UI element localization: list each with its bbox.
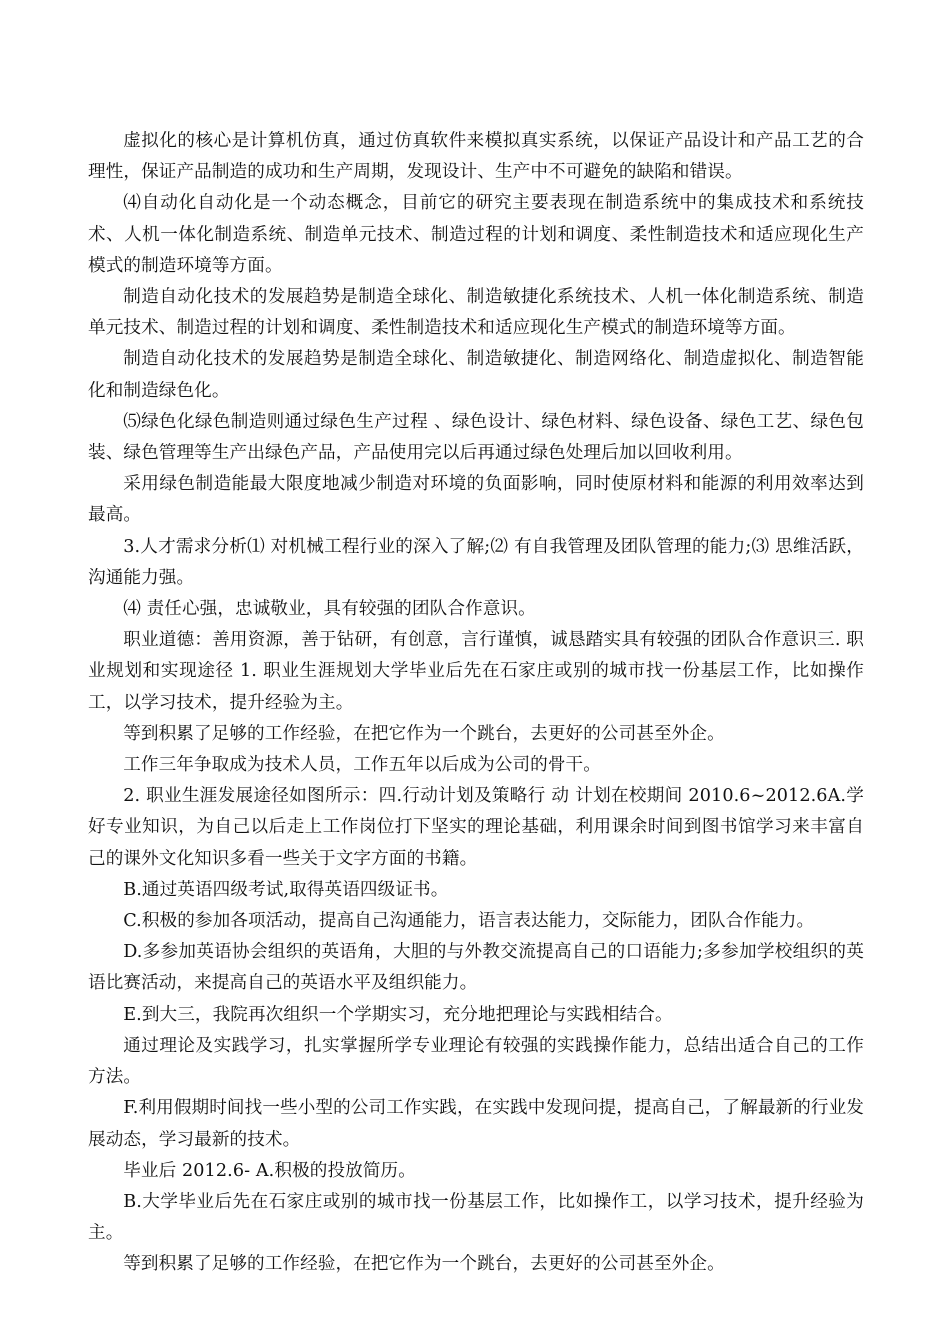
paragraph-item-e: E.到大三，我院再次组织一个学期实习，充分地把理论与实践相结合。 — [123, 1004, 673, 1025]
paragraph-automation-trend-2: 制造自动化技术的发展趋势是制造全球化、制造敏捷化、制造网络化、制造虚拟化、制造智能化和制造绿色化。 — [88, 349, 864, 401]
paragraph-responsibility: ⑷ 责任心强，忠诚敬业，具有较强的团队合作意识。 — [123, 599, 536, 620]
paragraph-green-manufacturing: ⑸绿色化绿色制造则通过绿色生产过程 、绿色设计、绿色材料、绿色设备、绿色工艺、绿色包装、绿色管理等生产出绿色产品，产品使用完以后再通过绿色处理后加以回收利用。 — [88, 411, 864, 464]
paragraph-automation: ⑷自动化自动化是一个动态概念，目前它的研究主要表现在制造系统中的集成技术和系统技术、人机一体化制造系统、制造单元技术、制造过程的计划和调度、柔性制造技术和适应现化生产模式的制造环境等方面。 — [88, 193, 864, 276]
paragraph-professional-ethics: 职业道德：善用资源，善于钻研，有创意，言行谨慎，诚恳踏实具有较强的团队合作意识三. 职业规划和实现途径 1. 职业生涯规划大学毕业后先在石家庄或别的城市找一份基层工作，比如操作工，以学习技术，提升经验为主。 — [88, 630, 864, 713]
paragraph-experience-2: 等到积累了足够的工作经验，在把它作为一个跳台，去更好的公司甚至外企。 — [123, 1254, 725, 1275]
document-body — [88, 126, 864, 1281]
paragraph-item-b: B.通过英语四级考试,取得英语四级证书。 — [123, 879, 449, 900]
paragraph-experience-1: 等到积累了足够的工作经验，在把它作为一个跳台，去更好的公司甚至外企。 — [123, 723, 725, 744]
paragraph-career-path: 2. 职业生涯发展途径如图所示：四.行动计划及策略行 动 计划在校期间 2010.6~2012.6A.学好专业知识，为自己以后走上工作岗位打下坚实的理论基础，利用课余时间到图书馆学习来丰富自己的课外文化知识多看一些关于文字方面的书籍。 — [88, 786, 864, 869]
paragraph-automation-trend-1: 制造自动化技术的发展趋势是制造全球化、制造敏捷化系统技术、人机一体化制造系统、制造单元技术、制造过程的计划和调度、柔性制造技术和适应现化生产模式的制造环境等方面。 — [88, 287, 864, 339]
paragraph-virtualization-core: 虚拟化的核心是计算机仿真，通过仿真软件来模拟真实系统，以保证产品设计和产品工艺的合理性，保证产品制造的成功和生产周期，发现设计、生产中不可避免的缺陷和错误。 — [88, 131, 864, 183]
paragraph-item-d: D.多参加英语协会组织的英语角，大胆的与外教交流提高自己的口语能力;多参加学校组织的英语比赛活动，来提高自己的英语水平及组织能力。 — [88, 942, 864, 994]
paragraph-after-item-b: B.大学毕业后先在石家庄或别的城市找一份基层工作，比如操作工，以学习技术，提升经验为主。 — [88, 1191, 864, 1244]
paragraph-three-years: 工作三年争取成为技术人员，工作五年以后成为公司的骨干。 — [123, 755, 601, 776]
paragraph-practice-learning: 通过理论及实践学习，扎实掌握所学专业理论有较强的实践操作能力，总结出适合自己的工作方法。 — [88, 1035, 864, 1088]
paragraph-item-f: F.利用假期时间找一些小型的公司工作实践，在实践中发现问提，提高自己，了解最新的行业发展动态，学习最新的技术。 — [88, 1098, 864, 1150]
paragraph-talent-demand: 3.人才需求分析⑴ 对机械工程行业的深入了解;⑵ 有自我管理及团队管理的能力;⑶ 思维活跃，沟通能力强。 — [88, 536, 864, 588]
paragraph-green-benefits: 采用绿色制造能最大限度地减少制造对环境的负面影响，同时使原材料和能源的利用效率达到最高。 — [88, 474, 864, 526]
paragraph-after-graduation: 毕业后 2012.6- A.积极的投放简历。 — [123, 1160, 416, 1181]
paragraph-item-c: C.积极的参加各项活动，提高自己沟通能力，语言表达能力，交际能力，团队合作能力。 — [123, 911, 815, 932]
